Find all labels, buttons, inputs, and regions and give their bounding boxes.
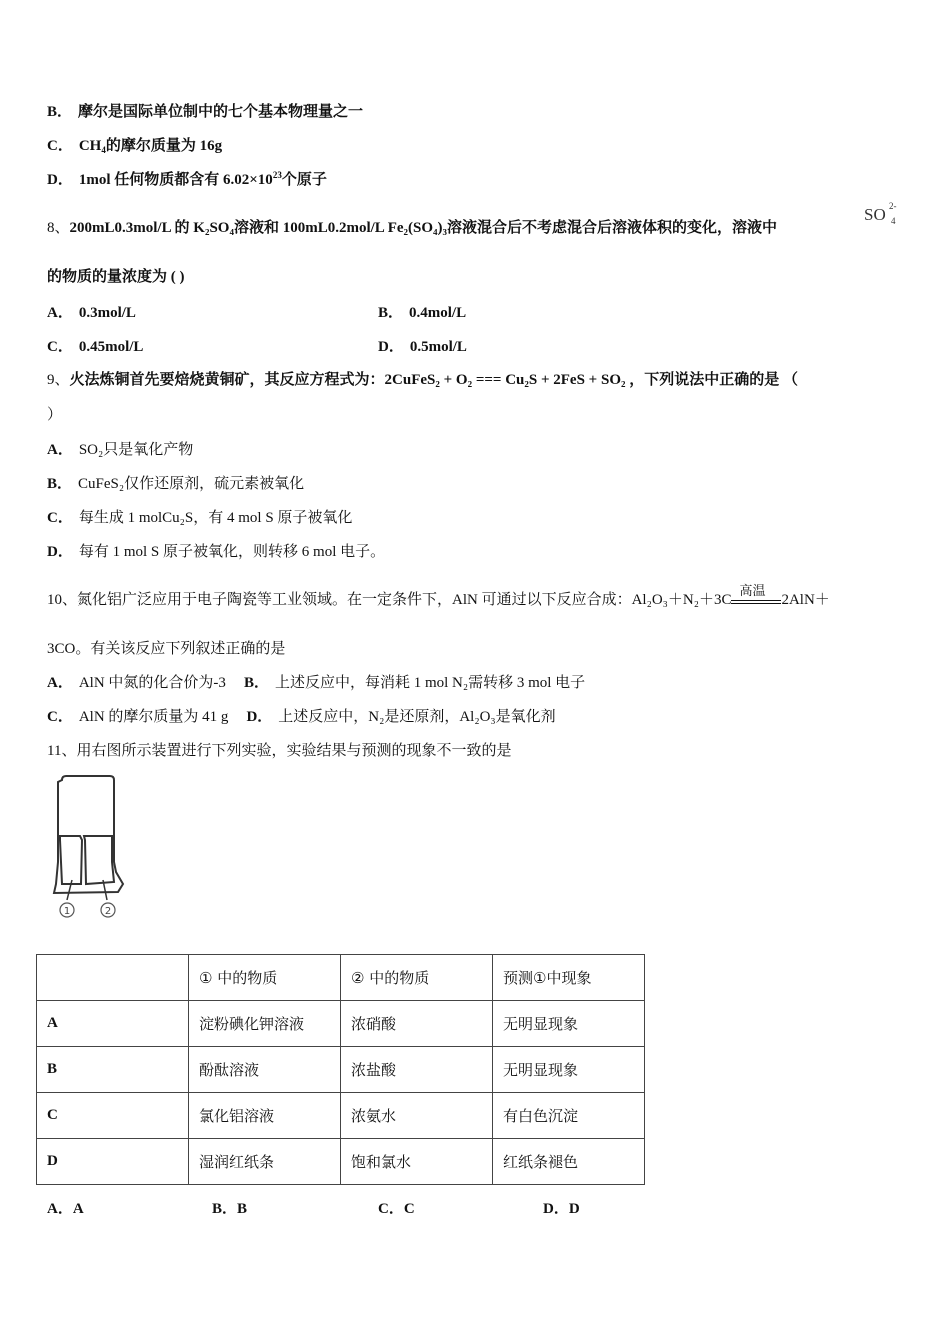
q10-stem-line2: 3CO。有关该反应下列叙述正确的是 (47, 641, 286, 657)
q9-stem-line1 (47, 370, 798, 390)
option-text: 个原子 (281, 172, 327, 188)
option-label: C． (47, 138, 73, 154)
option-text: 摩尔是国际单位制中的七个基本物理量之一 (78, 104, 364, 120)
q11-option-b (212, 1197, 247, 1218)
option-text: SO₂只是氧化产物 (78, 442, 194, 458)
option-label: D． (543, 1201, 569, 1217)
table-cell: 有白色沉淀 (493, 1093, 645, 1139)
q10-options-row2 (47, 707, 556, 727)
question-stem: 2AlN＋ (781, 592, 830, 608)
beaker-1 (60, 836, 82, 884)
option-text: CuFeS₂仅作还原剂，硫元素被氧化 (78, 476, 305, 492)
option-label: A． (47, 442, 73, 458)
option-text: B (237, 1201, 248, 1217)
sulfate-ion-formula (864, 201, 897, 226)
option-text: 0.5mol/L (409, 339, 467, 355)
q11-stem (47, 741, 511, 761)
table-cell: 饱和氯水 (341, 1139, 493, 1185)
q9-stem-line2: ） (47, 407, 63, 423)
option-text: 的摩尔质量为 16g (105, 138, 223, 154)
option-label: D． (47, 172, 73, 188)
q9-option-d (47, 542, 385, 562)
table-row (37, 1139, 645, 1185)
table-cell: 酚酞溶液 (189, 1047, 341, 1093)
option-label: A． (47, 1201, 73, 1217)
table-row (37, 1047, 645, 1093)
option-label: B． (212, 1201, 238, 1217)
question-number: 9、 (47, 372, 70, 388)
option-label: B． (47, 476, 73, 492)
q9-option-a (47, 440, 193, 460)
option-text: 0.4mol/L (409, 305, 467, 321)
option-label: C． (47, 339, 73, 355)
subscript: 4 (101, 145, 106, 155)
option-text: 上述反应中，每消耗 1 mol N₂需转移 3 mol 电子 (274, 675, 586, 691)
table-cell: 湿润红纸条 (189, 1139, 341, 1185)
q9-option-b (47, 474, 304, 494)
question-number: 8、 (47, 220, 70, 236)
option-text: 每有 1 mol S 原子被氧化，则转移 6 mol 电子。 (78, 544, 386, 560)
q10-stem-line1 (47, 583, 830, 611)
apparatus-diagram (48, 772, 138, 922)
option-label: B． (378, 305, 404, 321)
row-label: B (37, 1047, 189, 1093)
option-label: A． (47, 305, 73, 321)
q7-option-b (47, 102, 363, 122)
table-cell: 红纸条褪色 (493, 1139, 645, 1185)
option-text: AlN 中氮的化合价为-3 (78, 675, 226, 691)
header-cell: ① 中的物质 (189, 955, 341, 1001)
q8-option-a (47, 301, 136, 322)
option-text: 每生成 1 molCu₂S，有 4 mol S 原子被氧化 (78, 510, 353, 526)
question-stem: 用右图所示装置进行下列实验，实验结果与预测的现象不一致的是 (76, 743, 512, 759)
ion-subscript: 4 (891, 216, 896, 226)
table-cell: 淀粉碘化钾溶液 (189, 1001, 341, 1047)
option-text: AlN 的摩尔质量为 41 g (78, 709, 229, 725)
experiment-table (36, 954, 645, 1185)
ion-base: SO (864, 205, 886, 224)
table-cell: 无明显现象 (493, 1001, 645, 1047)
option-label: B． (243, 675, 269, 691)
option-label: A． (47, 675, 73, 691)
question-stem: 氮化铝广泛应用于电子陶瓷等工业领域。在一定条件下，AlN 可通过以下反应合成：Al₂O₃＋N₂＋3C (77, 592, 732, 608)
q11-option-d (543, 1197, 580, 1218)
ion-charge: 2- (889, 201, 897, 211)
q8-stem-line1 (47, 218, 777, 238)
q8-stem-line2: 的物质的量浓度为 ( ) (47, 269, 185, 285)
q8-option-c (47, 335, 143, 356)
option-text: 0.3mol/L (78, 305, 136, 321)
equals-line (731, 603, 781, 604)
option-label: D． (246, 709, 273, 725)
table-row (37, 1093, 645, 1139)
header-cell (37, 955, 189, 1001)
reaction-condition: 高温 (739, 583, 766, 599)
table-row (37, 1001, 645, 1047)
option-text: 上述反应中，N₂是还原剂，Al₂O₃是氧化剂 (278, 709, 556, 725)
q8-option-b (378, 301, 466, 322)
option-text: C (403, 1201, 415, 1217)
option-label: B． (47, 104, 73, 120)
superscript: 23 (272, 170, 282, 180)
q10-options-row1 (47, 673, 585, 693)
option-text: 0.45mol/L (78, 339, 144, 355)
option-label: C． (47, 510, 73, 526)
option-label: C． (378, 1201, 404, 1217)
option-label: D． (47, 544, 73, 560)
option-text: A (72, 1201, 84, 1217)
label-2: 2 (104, 906, 112, 917)
q9-option-c (47, 508, 352, 528)
table-cell: 氯化铝溶液 (189, 1093, 341, 1139)
row-label: C (37, 1093, 189, 1139)
label-1: 1 (63, 906, 71, 917)
option-text: D (568, 1201, 580, 1217)
question-number: 10、 (47, 592, 78, 608)
table-header-row (37, 955, 645, 1001)
row-label: A (37, 1001, 189, 1047)
option-label: C． (47, 709, 73, 725)
reaction-condition-arrow (731, 583, 781, 611)
q11-option-a (47, 1197, 84, 1218)
option-label: D． (378, 339, 404, 355)
q11-option-c (378, 1197, 415, 1218)
table-cell: 浓硝酸 (341, 1001, 493, 1047)
table-cell: 无明显现象 (493, 1047, 645, 1093)
formula-text: CH (78, 138, 102, 154)
q8-option-d (378, 335, 467, 356)
row-label: D (37, 1139, 189, 1185)
equals-line (731, 600, 781, 601)
table-cell: 浓氨水 (341, 1093, 493, 1139)
header-cell: 预测①中现象 (493, 955, 645, 1001)
q7-option-c (47, 136, 222, 156)
beaker-2 (84, 836, 114, 884)
question-number: 11、 (47, 743, 77, 759)
header-cell: ② 中的物质 (341, 955, 493, 1001)
option-text: 1mol 任何物质都含有 6.02×10 (78, 172, 273, 188)
table-cell: 浓盐酸 (341, 1047, 493, 1093)
q7-option-d (47, 170, 327, 190)
question-stem: 火法炼铜首先要焙烧黄铜矿，其反应方程式为：2CuFeS₂ + O₂ === Cu₂S + 2FeS + SO₂ ，下列说法中正确的是 （ (69, 372, 798, 388)
question-stem: 200mL0.3mol/L 的 K₂SO₄溶液和 100mL0.2mol/L Fe₂(SO₄)₃溶液混合后不考虑混合后溶液体积的变化，溶液中 (69, 220, 778, 236)
